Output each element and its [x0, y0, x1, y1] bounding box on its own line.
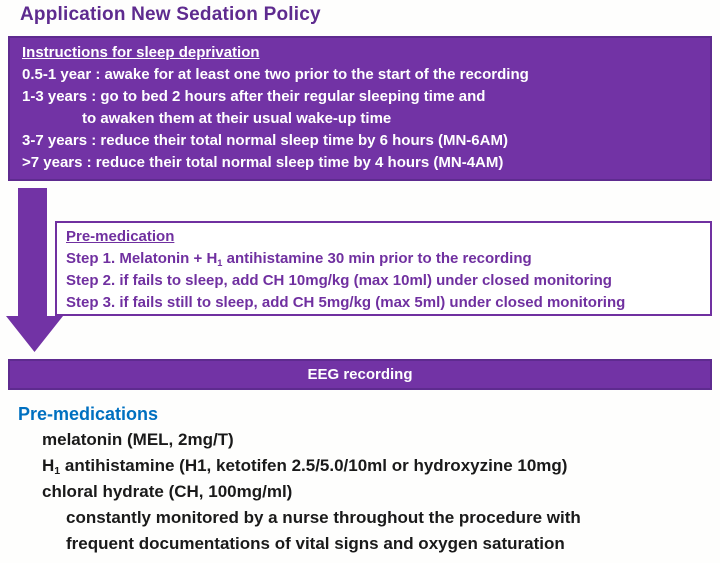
premedication-step-3: Step 3. if fails still to sleep, add CH 5mg/kg (max 5ml) under closed monitoring: [66, 294, 626, 311]
page-title: Application New Sedation Policy: [20, 4, 321, 25]
premedication-steps-box: [55, 221, 712, 316]
premedications-section-heading: Pre-medications: [18, 404, 159, 424]
instruction-line-3-7-years: 3-7 years : reduce their total normal sleep time by 6 hours (MN-6AM): [22, 132, 508, 149]
medication-item-h1-antihistamine: [0, 453, 720, 479]
monitoring-note-line-1: constantly monitored by a nurse throughout the procedure with: [66, 508, 581, 527]
step-1-text-pre: Step 1. Melatonin + H: [66, 250, 218, 267]
h1-text-post: antihistamine (H1, ketotifen 2.5/5.0/10ml or hydroxyzine 10mg): [60, 456, 568, 475]
step-1-subscript: 1: [217, 257, 223, 268]
premedication-heading: Pre-medication: [66, 228, 175, 245]
step-1-text-post: antihistamine 30 min prior to the recording: [222, 250, 532, 267]
instructions-heading: Instructions for sleep deprivation: [22, 44, 260, 61]
instruction-line-1-3-years: 1-3 years : go to bed 2 hours after their regular sleeping time and: [22, 88, 486, 105]
premedications-section: [0, 401, 720, 557]
premedication-step-1: [66, 248, 704, 270]
medication-item-chloral-hydrate: chloral hydrate (CH, 100mg/ml): [42, 482, 293, 501]
monitoring-note-line-2: frequent documentations of vital signs and oxygen saturation: [66, 534, 565, 553]
eeg-recording-bar: [8, 359, 712, 390]
instruction-line-1-3-years-continued: to awaken them at their usual wake-up time: [82, 110, 392, 127]
instruction-line-0-5-1-year: 0.5-1 year : awake for at least one two prior to the start of the recording: [22, 66, 529, 83]
eeg-recording-label: EEG recording: [307, 366, 413, 383]
medication-item-melatonin: melatonin (MEL, 2mg/T): [42, 430, 234, 449]
sleep-deprivation-instructions-box: [8, 36, 712, 181]
premedication-step-2: Step 2. if fails to sleep, add CH 10mg/kg (max 10ml) under closed monitoring: [66, 272, 612, 289]
h1-subscript: 1: [54, 465, 61, 478]
instruction-line-over-7-years: >7 years : reduce their total normal sleep time by 4 hours (MN-4AM): [22, 154, 504, 171]
h1-text-pre: H: [42, 456, 55, 475]
